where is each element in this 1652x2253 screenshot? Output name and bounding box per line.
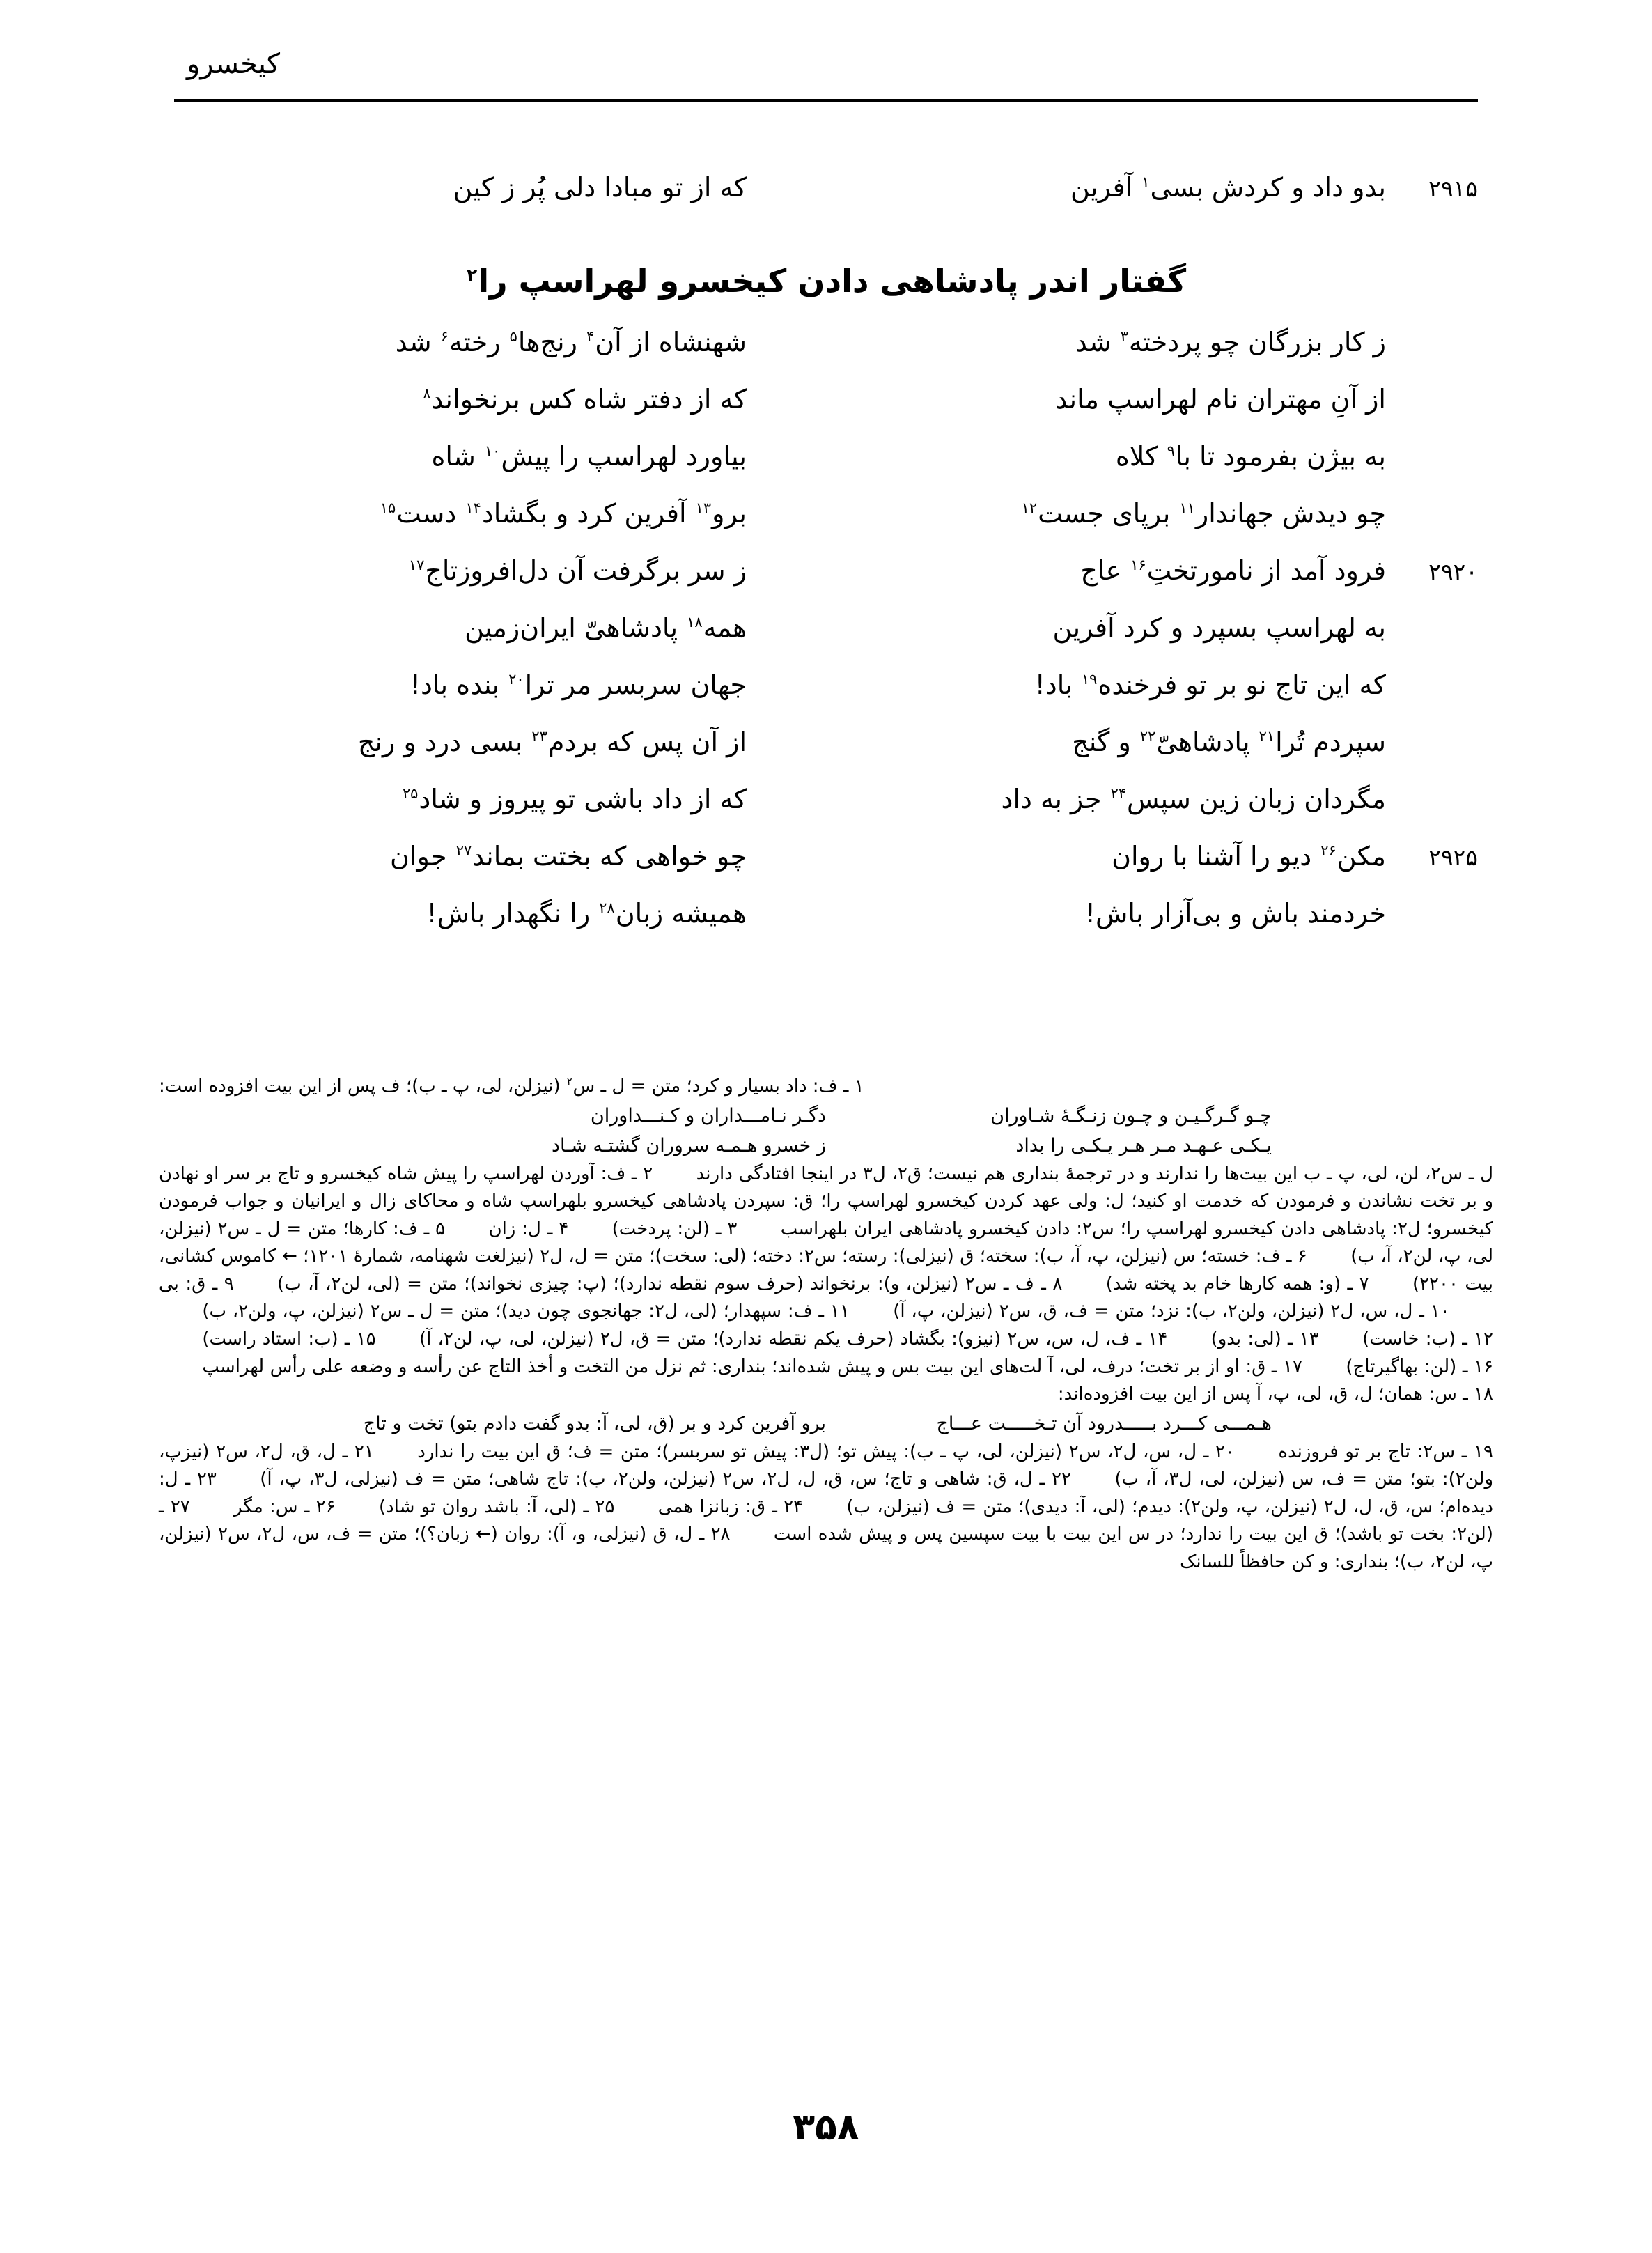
hemistich-text: که از داد باشی تو پیروز و شاد xyxy=(419,784,747,814)
hemistich-left xyxy=(174,612,813,645)
hemistich-text: که از دفتر شاه کس برنخواند xyxy=(431,384,747,415)
verse-line xyxy=(174,497,1478,555)
inserted-hemistich-left: برو آفرین کرد و بر (ق، لی، آ: بدو گفت دادم بتو) تخت و تاج xyxy=(363,1412,826,1434)
apparatus-note-text: ۷ ـ (و: همه کارها خام بد پخته شد) xyxy=(1105,1273,1369,1294)
verse-number xyxy=(1396,691,1478,694)
apparatus-note-text: ۲ ـ ف: آوردن لهراسپ را پیش شاه کیخسرو و تاج بر سر او نهادن و بر تخت نشاندن و فرمودن که خدمت او کنید؛ ل: ولی عهد کردن کیخسرو لهراسپ را؛ ق: سپردن پادشاهی کیخسرو بلهراسپ شاه و محاکای زال و ایرانیان و جواب فرمودن کیخسرو؛ ل۲: پادشاهی دادن کیخسرو لهراسپ را؛ س۲: دادن کیخسرو پادشاهی ایران بلهراسب xyxy=(159,1163,1494,1239)
hemistich-text: بیاورد لهراسپ را پیش xyxy=(501,441,747,472)
verse-number xyxy=(1396,920,1478,922)
inserted-couplet xyxy=(159,1101,1493,1131)
hemistich-text-tail: کلاه xyxy=(1115,441,1167,472)
inserted-couplet xyxy=(159,1409,1493,1439)
apparatus-note-text: ۱۶ ـ (لن: بهاگیرتاج) xyxy=(1346,1356,1493,1377)
apparatus-note-text: ۲۸ ـ ل، ق (نیزلی، و، آ): روان (← زبان؟)؛ متن = ف، س، ل۲، س۲ (نیزلن، پ، لن۲، ب)؛ بنداری: و کن حافظاً للسانک xyxy=(159,1524,1493,1572)
footnote-marker: ۱۷ xyxy=(408,557,425,574)
footnote-marker: ۲۵ xyxy=(402,785,419,803)
apparatus-note-text-tail: (نیزلن، لی، پ ـ ب)؛ ف پس از این بیت افزوده است: xyxy=(159,1076,566,1097)
footnote-marker: ۲۸ xyxy=(599,899,615,917)
verse-line xyxy=(174,555,1478,612)
apparatus-note-text: ۲۷ ـ (لن۲: بخت تو باشد)؛ ق این بیت را ندارد؛ در س این بیت با بیت سپسین پس و پیش شده است xyxy=(159,1496,1493,1545)
verse-line xyxy=(174,897,1478,954)
hemistich-text: شهنشاه از آن xyxy=(595,327,747,357)
verse-line xyxy=(174,840,1478,897)
apparatus-note-text: ۲۵ ـ (لی، آ: باشد روان تو شاد) xyxy=(378,1496,615,1517)
apparatus-note-text: ۸ ـ ف ـ س۲ (نیزلن، و): برنخواند (حرف سوم نقطه ندارد)؛ (پ: چیزی نخواند)؛ متن = (لی، لن۲، آ، ب) xyxy=(277,1273,1063,1294)
hemistich-right xyxy=(813,326,1396,359)
running-head-title: کیخسرو xyxy=(187,48,281,80)
apparatus-note-text: ۱۳ ـ (لی: بدو) xyxy=(1210,1328,1319,1349)
apparatus-note-text: ۹ ـ ق: بی xyxy=(159,1273,234,1294)
apparatus-note-text: ۲۳ ـ ل: دیده‌ام؛ س، ق، ل، ل۲ (نیزلن، پ، ولن۲): دیدم؛ (لی، آ: دیدی)؛ متن = ف (نیزلن، ب) xyxy=(159,1469,1494,1517)
verse-area xyxy=(174,171,1478,954)
apparatus-note-text: ۶ ـ ف: خسته؛ س (نیزلن، پ، آ، ب): سخته؛ ق (نیزلی): رسته؛ س۲: دخته؛ (لی: سخت)؛ متن = ل، ل۲ (نیزلغت شهنامه، شمارهٔ ۱۲۰۱؛ ← کاموس کشانی، بیت ۲۲۰۰) xyxy=(159,1246,1493,1294)
footnote-marker: ۲ xyxy=(466,264,478,285)
hemistich-text: جهان سربسر مر ترا xyxy=(524,669,747,700)
verse-number xyxy=(1396,634,1478,637)
hemistich-right xyxy=(813,171,1396,205)
hemistich-text-tail: دست xyxy=(396,498,465,529)
hemistich-left xyxy=(174,440,813,474)
hemistich-text-tail: بسی درد و رنج xyxy=(357,727,531,757)
verse-line xyxy=(174,612,1478,669)
apparatus-note-text: ۲۱ ـ ل، ق، ل۲، س۲ (نیزپ، ولن۲): بتو؛ متن = ف، س (نیزلن، لی، ل۳، آ، ب) xyxy=(159,1441,1494,1490)
apparatus-note-text: ۱۴ ـ ف، ل، س، س۲ (نیزو): بگشاد (حرف یکم نقطه ندارد)؛ متن = ق، ل۲ (نیزلن، لی، پ، لن۲، آ) xyxy=(419,1328,1168,1349)
page-header xyxy=(174,50,1478,134)
hemistich-text-mid2: رخته xyxy=(449,327,509,357)
hemistich-text-mid: رنج‌ها xyxy=(517,327,586,357)
hemistich-text-tail: دیو را آشنا با روان xyxy=(1112,841,1320,872)
hemistich-left xyxy=(174,897,813,931)
footnote-marker: ۸ xyxy=(423,385,431,403)
hemistich-text: مگردان زبان زین سپس xyxy=(1127,784,1386,814)
inserted-hemistich-right: هـمـــی کـــرد بـــــدرود آن تـخـــــت عـــاج xyxy=(936,1412,1272,1434)
hemistich-text-mid: پادشاهیّ ایران‌زمین xyxy=(465,612,687,643)
apparatus-note-text: ۱۰ ـ ل، س، ل۲ (نیزلن، ولن۲، ب): نزد؛ متن = ف، ق، س۲ (نیزلن، پ، آ) xyxy=(893,1301,1450,1322)
hemistich-text: همه xyxy=(703,612,747,643)
apparatus-note-text: ۱۱ ـ ف: سپهدار؛ (لی، ل۲: جهانجوی چون دید)؛ متن = ل ـ س۲ (نیزلن، پ، ولن۲، ب) xyxy=(202,1301,850,1322)
critical-apparatus xyxy=(159,1073,1493,1576)
footnote-marker: ۱۰ xyxy=(484,442,501,460)
verse-number xyxy=(1396,463,1478,465)
hemistich-right xyxy=(813,440,1396,474)
folio-page-number: ۳۵۸ xyxy=(793,2107,859,2149)
footnote-marker: ۱۳ xyxy=(695,500,712,517)
footnote-marker: ۱۵ xyxy=(380,500,396,517)
footnote-marker: ۲۳ xyxy=(531,728,547,745)
hemistich-text-tail: شد xyxy=(1075,327,1120,357)
hemistich-text-tail: جوان xyxy=(390,841,455,872)
hemistich-text: که از تو مبادا دلی پُر ز کین xyxy=(453,172,747,203)
hemistich-text: از آنِ مهتران نام لهراسپ ماند xyxy=(1055,384,1386,415)
hemistich-text-tail: جز به داد xyxy=(1001,784,1110,814)
hemistich-text: از آن پس که بردم xyxy=(547,727,747,757)
hemistich-text: مکن xyxy=(1337,841,1386,872)
apparatus-note-1 xyxy=(159,1073,1493,1101)
verse-line xyxy=(174,726,1478,783)
inserted-couplet xyxy=(159,1131,1493,1161)
hemistich-left xyxy=(174,726,813,759)
hemistich-text: خردمند باش و بی‌آزار باش! xyxy=(1084,898,1386,929)
footnote-marker: ۲۷ xyxy=(455,842,472,860)
header-rule xyxy=(174,99,1478,102)
apparatus-note-text: ۱۵ ـ (ب: استاد راست) xyxy=(202,1328,376,1349)
hemistich-right xyxy=(813,669,1396,702)
apparatus-note-text: ۲۴ ـ ق: زبانزا همی xyxy=(657,1496,804,1517)
verse-line xyxy=(174,326,1478,383)
verse-number: ۲۹۲۰ xyxy=(1428,558,1478,585)
verse-number xyxy=(1396,520,1478,522)
verse-number: ۲۹۱۵ xyxy=(1428,175,1478,202)
hemistich-text: به لهراسپ بسپرد و کرد آفرین xyxy=(1052,612,1386,643)
inserted-hemistich-left: دگـر نـامـــداران و کـنـــداوران xyxy=(590,1104,826,1126)
apparatus-note-text: ۱۲ ـ (ب: خاست) xyxy=(1362,1328,1493,1349)
apparatus-note-text: ۴ ـ ل: زان xyxy=(488,1218,569,1239)
verse-line xyxy=(174,669,1478,726)
hemistich-text: همیشه زبان xyxy=(615,898,747,929)
hemistich-right xyxy=(813,783,1396,816)
apparatus-note-text: ۵ ـ ف: کارها؛ متن = ل ـ س۲ (نیزلن، لی، پ، لن۲، آ، ب) xyxy=(159,1218,1493,1267)
footnote-marker: ۱۹ xyxy=(1081,671,1098,688)
apparatus-block-a xyxy=(159,1161,1493,1409)
apparatus-note-text: ۲۰ ـ ل، س، ل۲، س۲ (نیزلن، لی، پ ـ ب): پیش تو؛ (ل۳: پیش تو سربسر)؛ متن = ف؛ ق این بیت را ندارد xyxy=(417,1441,1235,1462)
footnote-marker: ۴ xyxy=(586,328,595,346)
footnote-marker: ۱۴ xyxy=(465,500,481,517)
hemistich-left xyxy=(174,783,813,816)
inserted-hemistich-right: چـو گـرگـیـن و چـون زنـگـهٔ شـاوران xyxy=(990,1104,1272,1126)
hemistich-text: ز کار بزرگان چو پردخته xyxy=(1128,327,1386,357)
hemistich-text: چو خواهی که بختت بماند xyxy=(472,841,747,872)
apparatus-block-b xyxy=(159,1439,1493,1577)
verse-line xyxy=(174,440,1478,497)
footnote-marker: ۱۸ xyxy=(687,614,703,631)
hemistich-left xyxy=(174,840,813,874)
hemistich-right xyxy=(813,497,1396,531)
footnote-marker: ۲۴ xyxy=(1110,785,1127,803)
section-heading xyxy=(174,262,1478,300)
verse-line xyxy=(174,783,1478,840)
section-heading-text: گفتار اندر پادشاهی دادن کیخسرو لهراسپ را xyxy=(478,262,1187,300)
hemistich-text-mid: آفرین کرد و بگشاد xyxy=(481,498,695,529)
inserted-hemistich-right: یـکـی عـهـد مـر هـر یـکـی را بداد xyxy=(1015,1134,1272,1156)
hemistich-left xyxy=(174,555,813,588)
footnote-marker: ۱۱ xyxy=(1179,500,1195,517)
hemistich-text-tail: باد! xyxy=(1034,669,1081,700)
verse-number xyxy=(1396,805,1478,808)
hemistich-text-tail: شد xyxy=(395,327,440,357)
footnote-marker: ۲۲ xyxy=(1139,728,1156,745)
apparatus-note-text: ل ـ س۲، لن، لی، پ ـ ب این بیت‌ها را ندارند و در ترجمهٔ بنداری هم نیست؛ ق۲، ل۳ در اینجا افتادگی دارند xyxy=(696,1163,1494,1184)
hemistich-text: برو xyxy=(712,498,747,529)
verse-number xyxy=(1396,748,1478,751)
apparatus-note-text: ۲۲ ـ ل، ق: شاهی و تاج؛ س، ق، ل، ل۲، س۲ (نیزلن، ولن۲، ب): تاج شاهی؛ متن = ف (نیزلی، ل۳، پ، آ) xyxy=(260,1469,1071,1490)
hemistich-text: به بیژن بفرمود تا با xyxy=(1175,441,1386,472)
apparatus-note-text: ۳ ـ (لن: پردخت) xyxy=(611,1218,738,1239)
hemistich-text: فرود آمد از نامورتختِ xyxy=(1146,555,1386,586)
hemistich-text: چو دیدش جهاندار xyxy=(1195,498,1386,529)
verse-number: ۲۹۲۵ xyxy=(1428,844,1478,871)
apparatus-note-text: ۱ ـ ف: داد بسیار و کرد؛ متن = ل ـ س xyxy=(572,1076,864,1097)
apparatus-note-text: ۱۹ ـ س۲: تاج بر تو فروزنده xyxy=(1278,1441,1493,1462)
hemistich-text-tail: آفرین xyxy=(1070,172,1141,203)
hemistich-text-tail: را نگهدار باش! xyxy=(426,898,599,929)
apparatus-note-text: ۲۶ ـ س: مگر xyxy=(233,1496,336,1517)
footnote-marker: ۲۶ xyxy=(1320,842,1337,860)
hemistich-text-tail: شاه xyxy=(431,441,484,472)
hemistich-right xyxy=(813,897,1396,931)
verse-line xyxy=(174,171,1478,238)
footnote-marker: ۳ xyxy=(1120,328,1128,346)
hemistich-text-tail: بنده باد! xyxy=(410,669,508,700)
hemistich-right xyxy=(813,840,1396,874)
hemistich-text: بدو داد و کردش بسی xyxy=(1150,172,1386,203)
footnote-marker: ۲۱ xyxy=(1259,728,1275,745)
hemistich-left xyxy=(174,669,813,702)
footnote-marker: ۱۲ xyxy=(1021,500,1038,517)
verse-number xyxy=(1396,348,1478,351)
hemistich-right xyxy=(813,612,1396,645)
inserted-hemistich-left: ز خسرو هـمـه سروران گشتـه شـاد xyxy=(552,1134,826,1156)
footnote-marker: ۱ xyxy=(1141,173,1150,191)
footnote-marker: ۵ xyxy=(509,328,517,346)
verse-line xyxy=(174,383,1478,440)
verse-number xyxy=(1396,405,1478,408)
hemistich-text-mid: پادشاهیّ xyxy=(1156,727,1259,757)
hemistich-left xyxy=(174,383,813,417)
footnote-marker: ۹ xyxy=(1167,442,1175,460)
hemistich-left xyxy=(174,497,813,531)
hemistich-text: سپردم تُرا xyxy=(1275,727,1386,757)
footnote-marker: ۶ xyxy=(440,328,449,346)
hemistich-left xyxy=(174,171,813,205)
hemistich-right xyxy=(813,383,1396,417)
hemistich-text-tail: و گنج xyxy=(1072,727,1139,757)
hemistich-text: ز سر برگرفت آن دل‌افروزتاج xyxy=(425,555,747,586)
footnote-marker: ۲۰ xyxy=(508,671,524,688)
apparatus-note-text: ۱۷ ـ ق: او از بر تخت؛ درف، لی، آ لت‌های این بیت بس و پیش شده‌اند؛ بنداری: ثم نزل من التخت و أخذ التاج عن رأسه و وضعه علی رأس لهراسپ xyxy=(202,1356,1302,1377)
hemistich-right xyxy=(813,555,1396,588)
hemistich-text: که این تاج نو بر تو فرخنده xyxy=(1098,669,1386,700)
hemistich-text-tail: عاج xyxy=(1080,555,1130,586)
hemistich-left xyxy=(174,326,813,359)
hemistich-text-tail: برپای جست xyxy=(1038,498,1179,529)
hemistich-right xyxy=(813,726,1396,759)
footnote-marker: ۱۶ xyxy=(1130,557,1146,574)
footnote-marker: ۲ xyxy=(566,1076,572,1088)
apparatus-note-text: ۱۸ ـ س: همان؛ ل، ق، لی، پ، آ پس از این بیت افزوده‌اند: xyxy=(1057,1384,1493,1405)
